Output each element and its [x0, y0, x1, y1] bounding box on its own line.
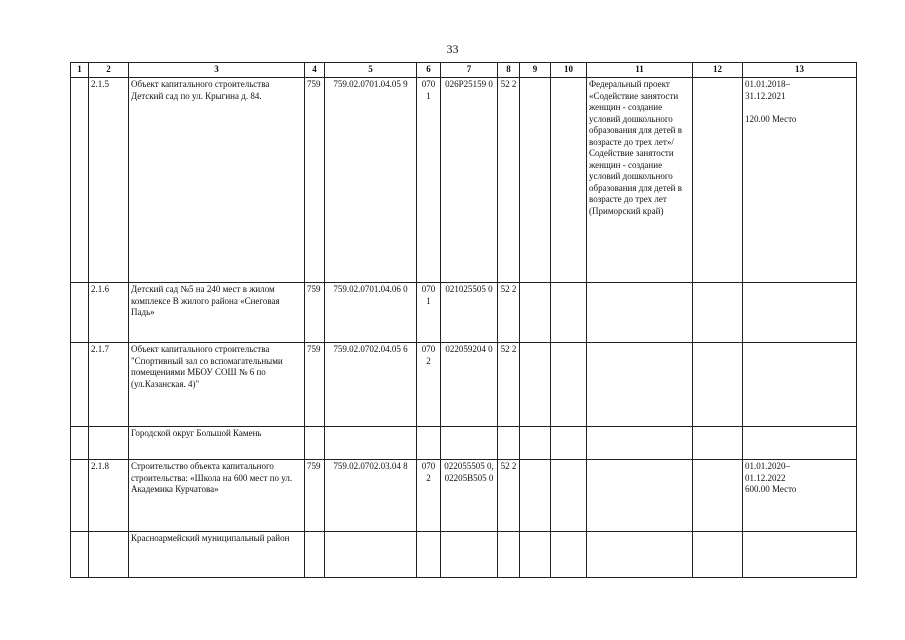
cell-col10 [551, 78, 587, 283]
table-row [71, 460, 857, 532]
cell-col6: 070 1 [417, 78, 441, 283]
column-header: 6 [417, 63, 441, 78]
cell-col8 [498, 532, 520, 578]
period-capacity-text: 01.01.2018– 31.12.2021 120.00 Место [745, 79, 797, 124]
cell-col5: 759.02.0702.04.05 6 [325, 343, 417, 427]
column-header: 9 [520, 63, 551, 78]
cell-object-name: Детский сад №5 на 240 мест в жилом комплексе В жилого района «Снеговая Падь» [129, 283, 305, 343]
cell-col7: 022055505 0, 02205B505 0 [441, 460, 498, 532]
cell-col7 [441, 427, 498, 460]
cell-item-number: 2.1.5 [89, 78, 129, 283]
cell-col5: 759.02.0702.03.04 8 [325, 460, 417, 532]
cell-item-number: 2.1.6 [89, 283, 129, 343]
cell-col7: 021025505 0 [441, 283, 498, 343]
cell-col9 [520, 427, 551, 460]
cell-col1 [71, 283, 89, 343]
cell-col1 [71, 78, 89, 283]
cell-period-capacity [743, 460, 857, 532]
cell-col6: 070 1 [417, 283, 441, 343]
cell-col1 [71, 343, 89, 427]
column-header: 8 [498, 63, 520, 78]
column-header: 1 [71, 63, 89, 78]
column-header: 2 [89, 63, 129, 78]
cell-col7: 022059204 0 [441, 343, 498, 427]
cell-col1 [71, 427, 89, 460]
cell-col9 [520, 78, 551, 283]
column-header: 4 [305, 63, 325, 78]
cell-col6 [417, 427, 441, 460]
cell-col7: 026P25159 0 [441, 78, 498, 283]
column-header: 7 [441, 63, 498, 78]
cell-col5: 759.02.0701.04.05 9 [325, 78, 417, 283]
cell-col12 [693, 343, 743, 427]
cell-object-name: Объект капитального строительства Детский сад по ул. Крыгина д. 84. [129, 78, 305, 283]
cell-col1 [71, 460, 89, 532]
section-row [71, 427, 857, 460]
cell-col9 [520, 283, 551, 343]
cell-col10 [551, 532, 587, 578]
cell-project [587, 343, 693, 427]
cell-col9 [520, 460, 551, 532]
section-row [71, 532, 857, 578]
cell-object-name: Объект капитального строительства "Спортивный зал со вспомагательными помещениями МБОУ СОШ № 6 по (ул.Казанская. 4)" [129, 343, 305, 427]
cell-col9 [520, 343, 551, 427]
table-row [71, 78, 857, 283]
cell-col10 [551, 427, 587, 460]
cell-col4: 759 [305, 460, 325, 532]
cell-project [587, 283, 693, 343]
cell-item-number [89, 427, 129, 460]
cell-col6: 070 2 [417, 343, 441, 427]
cell-col1 [71, 532, 89, 578]
cell-col13 [743, 427, 857, 460]
cell-col10 [551, 460, 587, 532]
column-header: 10 [551, 63, 587, 78]
cell-col8: 52 2 [498, 78, 520, 283]
table-row [71, 343, 857, 427]
column-header: 3 [129, 63, 305, 78]
cell-col5 [325, 427, 417, 460]
cell-col12 [693, 283, 743, 343]
cell-section-name: Городской округ Большой Камень [129, 427, 305, 460]
cell-period-capacity [743, 283, 857, 343]
table-row [71, 283, 857, 343]
budget-table [70, 62, 857, 578]
cell-col8: 52 2 [498, 283, 520, 343]
column-header: 13 [743, 63, 857, 78]
cell-col12 [693, 427, 743, 460]
header-row [71, 63, 857, 78]
cell-col10 [551, 343, 587, 427]
cell-col4: 759 [305, 343, 325, 427]
cell-col12 [693, 460, 743, 532]
cell-project: Федеральный проект «Содействие занятости женщин - создание условий дошкольного образования для детей в возрасте до трех лет»/Содействие занятости женщин - создание условий дошкольного образования для детей в возрасте до трех лет (Приморский край) [587, 78, 693, 283]
cell-col11 [587, 532, 693, 578]
cell-col8 [498, 427, 520, 460]
cell-col4: 759 [305, 78, 325, 283]
column-header: 5 [325, 63, 417, 78]
cell-col6 [417, 532, 441, 578]
cell-col5 [325, 532, 417, 578]
cell-col4 [305, 427, 325, 460]
cell-col8: 52 2 [498, 460, 520, 532]
column-header: 12 [693, 63, 743, 78]
cell-item-number: 2.1.8 [89, 460, 129, 532]
cell-col6: 070 2 [417, 460, 441, 532]
period-capacity-text: 01.01.2020– 01.12.2022 600.00 Место [745, 461, 797, 494]
cell-object-name: Строительство объекта капитального строительства: «Школа на 600 мест по ул. Академика Курчатова» [129, 460, 305, 532]
cell-period-capacity [743, 78, 857, 283]
cell-item-number [89, 532, 129, 578]
cell-col13 [743, 532, 857, 578]
cell-project [587, 460, 693, 532]
cell-col4 [305, 532, 325, 578]
page-number: 33 [446, 42, 459, 56]
cell-col7 [441, 532, 498, 578]
cell-col9 [520, 532, 551, 578]
cell-col4: 759 [305, 283, 325, 343]
cell-period-capacity [743, 343, 857, 427]
cell-col8: 52 2 [498, 343, 520, 427]
cell-col12 [693, 532, 743, 578]
cell-col11 [587, 427, 693, 460]
column-header: 11 [587, 63, 693, 78]
cell-col5: 759.02.0701.04.06 0 [325, 283, 417, 343]
cell-item-number: 2.1.7 [89, 343, 129, 427]
cell-col10 [551, 283, 587, 343]
cell-col12 [693, 78, 743, 283]
cell-section-name: Красноармейский муниципальный район [129, 532, 305, 578]
